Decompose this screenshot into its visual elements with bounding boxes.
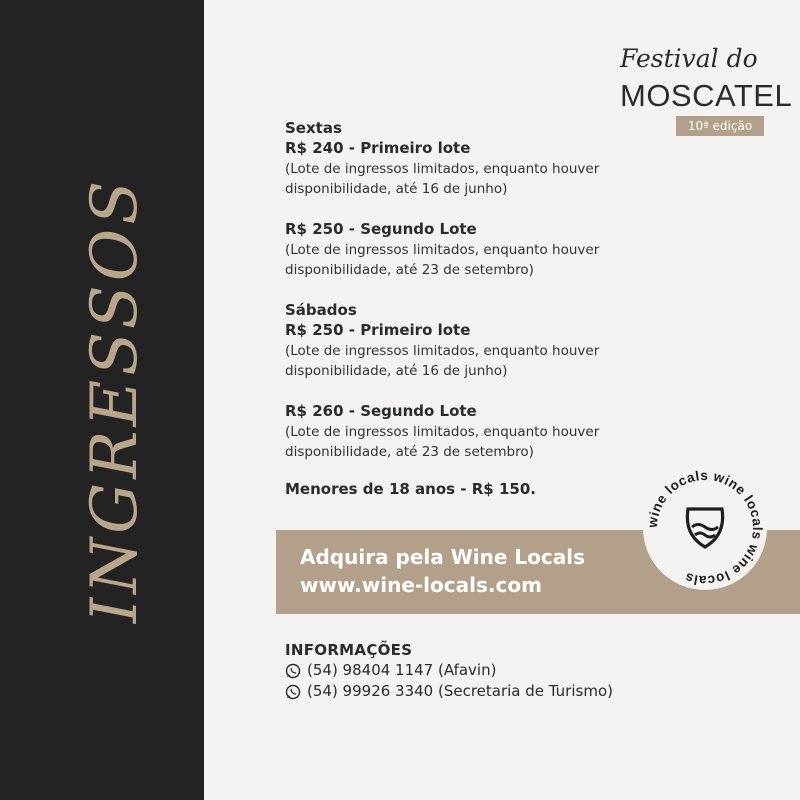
ticket-list — [285, 118, 665, 500]
badge-ring-text: wine locals wine locals wine locals — [644, 467, 766, 589]
logo-main-text: MOSCATEL — [620, 78, 793, 113]
fridays-lot1-note: disponibilidade, até 16 de junho) — [285, 181, 508, 197]
fridays-lot1-price: R$ 240 - Primeiro lote — [285, 139, 471, 157]
phone-row[interactable] — [285, 660, 705, 681]
info-section — [285, 640, 705, 702]
saturdays-lot2-note: disponibilidade, até 23 de setembro) — [285, 444, 534, 460]
phone-number: (54) 98404 1147 (Afavin) — [307, 661, 497, 679]
logo-script-text: Festival do — [620, 44, 758, 73]
whatsapp-icon — [285, 684, 301, 700]
fridays-title: Sextas — [285, 119, 342, 137]
purchase-url-link[interactable]: www.wine-locals.com — [300, 573, 542, 597]
vertical-title: INGRESSOS — [78, 176, 152, 624]
fridays-lot2-price: R$ 250 - Segundo Lote — [285, 220, 477, 238]
saturdays-lot2-price: R$ 260 - Segundo Lote — [285, 402, 477, 420]
saturdays-title: Sábados — [285, 301, 357, 319]
saturdays-lot1-note: disponibilidade, até 16 de junho) — [285, 363, 508, 379]
whatsapp-icon — [285, 663, 301, 679]
edition-badge: 10ª edição — [676, 116, 764, 136]
saturdays-lot2-note: (Lote de ingressos limitados, enquanto houver — [285, 424, 600, 440]
phone-row[interactable] — [285, 681, 705, 702]
saturdays-lot1-note: (Lote de ingressos limitados, enquanto houver — [285, 343, 600, 359]
purchase-text: Adquira pela Wine Locals — [300, 545, 585, 569]
minors-price: Menores de 18 anos - R$ 150. — [285, 480, 536, 498]
fridays-lot2-note: disponibilidade, até 23 de setembro) — [285, 262, 534, 278]
wine-locals-badge — [642, 465, 768, 591]
info-title: INFORMAÇÕES — [285, 641, 413, 659]
fridays-lot1-note: (Lote de ingressos limitados, enquanto houver — [285, 161, 600, 177]
fridays-lot2-note: (Lote de ingressos limitados, enquanto houver — [285, 242, 600, 258]
phone-number: (54) 99926 3340 (Secretaria de Turismo) — [307, 682, 613, 700]
saturdays-lot1-price: R$ 250 - Primeiro lote — [285, 321, 471, 339]
